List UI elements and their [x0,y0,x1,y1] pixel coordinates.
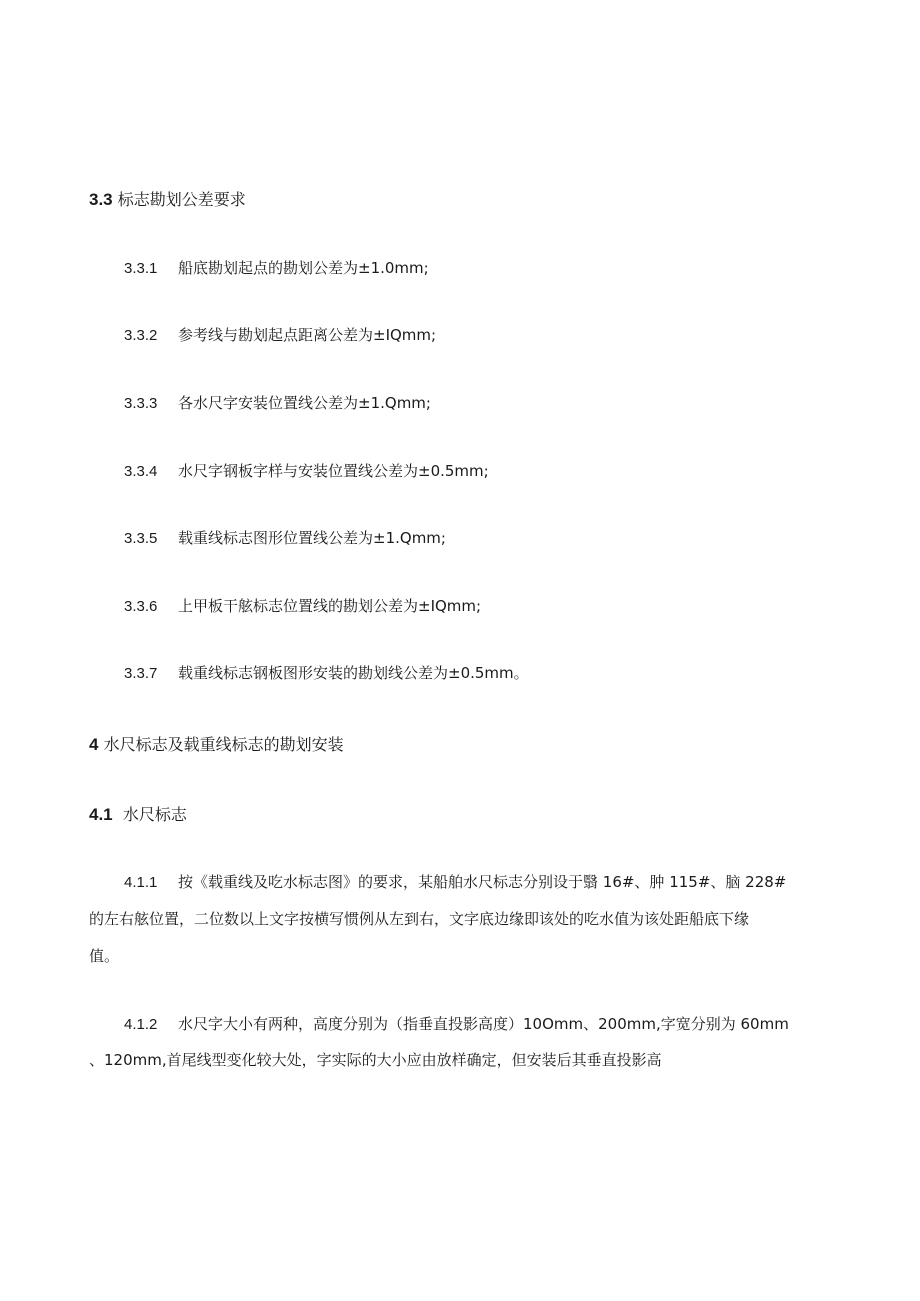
item-text: 船底勘划起点的勘划公差为±1.0mm; [178,259,429,277]
item-number: 3.3.2 [124,327,158,344]
heading-number: 4 [89,735,99,754]
list-item [124,663,529,684]
item-number: 3.3.6 [124,598,158,615]
paragraph-line: 值。 [89,947,120,965]
item-number: 3.3.3 [124,395,158,412]
item-text: 参考线与勘划起点距离公差为±IQmm; [178,326,437,344]
heading-4 [89,735,344,755]
heading-number: 4.1 [89,805,113,824]
list-item [124,393,431,414]
list-item [124,461,489,482]
list-item [124,528,446,549]
paragraph-number: 4.1.2 [124,1016,158,1033]
paragraph-line: 的左右舷位置，二位数以上文字按横写惯例从左到右，文字底边缘即该处的吃水值为该处距船底下缘 [89,910,750,928]
item-text: 载重线标志钢板图形安装的勘划线公差为±0.5mm。 [178,664,529,682]
list-item [124,325,436,346]
paragraph-line [124,872,786,893]
heading-title: 水尺标志及载重线标志的勘划安装 [103,735,344,754]
paragraph-line [124,1014,789,1035]
paragraph-4-1-1 [89,872,834,967]
list-item [124,258,429,279]
item-text: 载重线标志图形位置线公差为±1.Qmm; [178,529,446,547]
paragraph-number: 4.1.1 [124,874,158,891]
heading-number: 3.3 [89,190,113,209]
heading-4-1 [89,805,187,825]
heading-title: 标志勘划公差要求 [117,190,246,209]
item-number: 3.3.1 [124,260,158,277]
item-text: 各水尺字安装位置线公差为±1.Qmm; [178,394,431,412]
list-item [124,596,481,617]
item-number: 3.3.4 [124,463,158,480]
paragraph-line: 、120mm,首尾线型变化较大处，字实际的大小应由放样确定，但安装后其垂直投影高 [89,1051,662,1069]
item-text: 水尺字钢板字样与安装位置线公差为±0.5mm; [178,462,489,480]
heading-title: 水尺标志 [122,805,187,824]
item-text: 上甲板干舷标志位置线的勘划公差为±IQmm; [178,597,482,615]
paragraph-text: 水尺字大小有两种，高度分别为（指垂直投影高度）10Omm、200mm,字宽分别为 60mm [178,1015,789,1033]
paragraph-4-1-2 [89,1014,834,1074]
heading-3-3 [89,190,246,210]
item-number: 3.3.7 [124,665,158,682]
item-number: 3.3.5 [124,530,158,547]
paragraph-text: 按《载重线及吃水标志图》的要求，某船舶水尺标志分别设于翳 16#、肿 115#、脑 228# [178,873,787,891]
